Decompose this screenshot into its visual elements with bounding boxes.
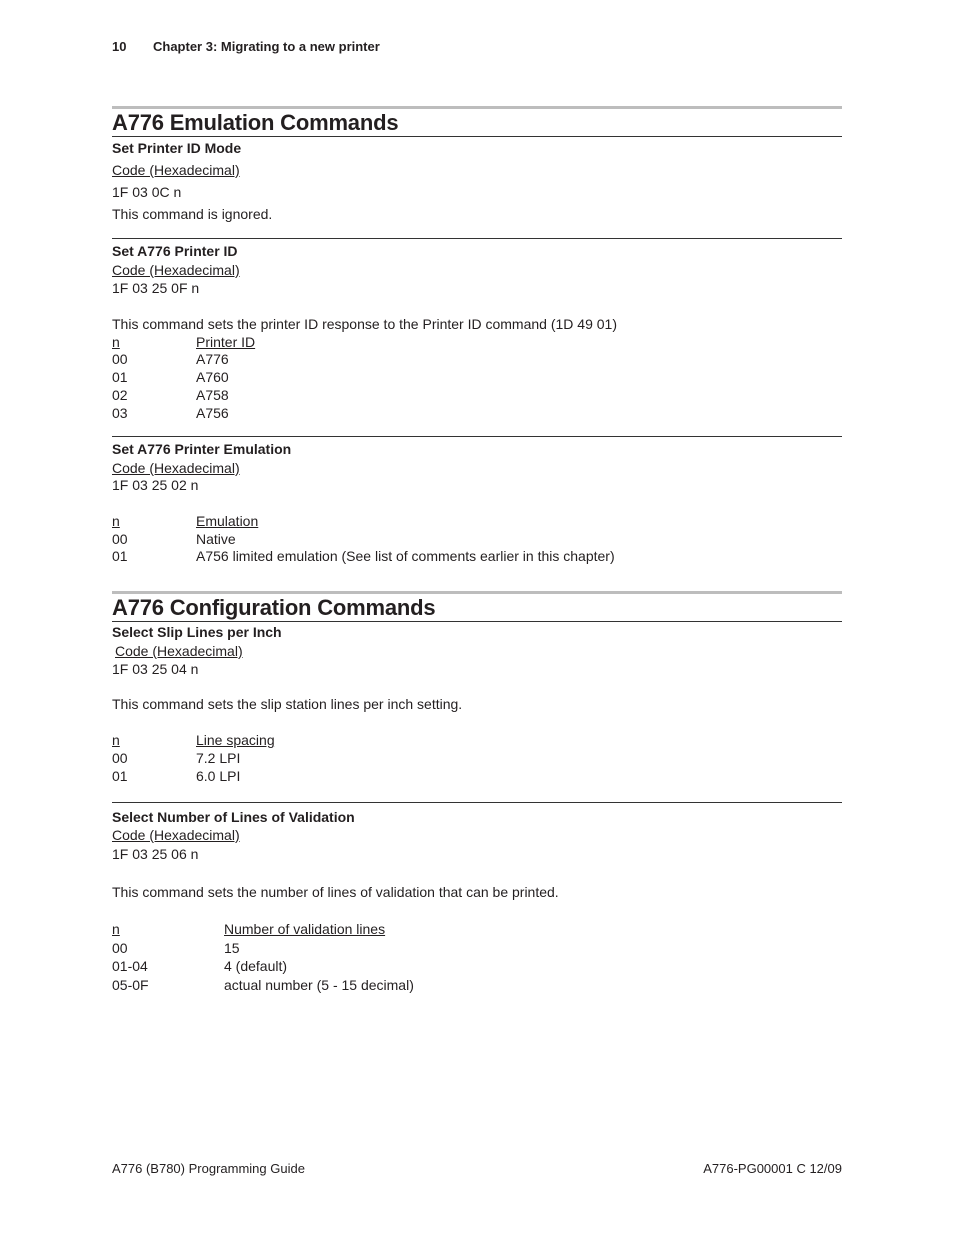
- command-name: Select Slip Lines per Inch: [112, 624, 282, 640]
- command-description: This command is ignored.: [112, 206, 273, 222]
- table-cell: 01: [112, 768, 128, 784]
- table-cell: 01: [112, 548, 128, 564]
- command-description: This command sets the printer ID response to the Printer ID command (1D 49 01): [112, 316, 617, 332]
- command-name: Set A776 Printer Emulation: [112, 441, 292, 457]
- chapter-title: Chapter 3: Migrating to a new printer: [153, 39, 380, 54]
- code-label: Code (Hexadecimal): [112, 460, 240, 476]
- running-header: [112, 39, 380, 54]
- table-header-value: Printer ID: [196, 334, 256, 350]
- table-header-n: n: [112, 921, 120, 937]
- table-cell: Native: [196, 531, 236, 547]
- table-cell: A756: [196, 405, 229, 421]
- code-value: 1F 03 25 0F n: [112, 280, 200, 296]
- code-label: Code (Hexadecimal): [115, 643, 243, 659]
- table-cell: 01-04: [112, 958, 148, 974]
- rule-divider: [112, 436, 842, 437]
- rule-divider: [112, 802, 842, 803]
- table-cell: A760: [196, 369, 229, 385]
- table-cell: actual number (5 - 15 decimal): [224, 977, 414, 993]
- table-cell: 00: [112, 750, 128, 766]
- table-cell: 03: [112, 405, 128, 421]
- rule-divider: [112, 238, 842, 239]
- command-name: Select Number of Lines of Validation: [112, 809, 355, 825]
- section-title: A776 Emulation Commands: [112, 110, 399, 135]
- command-name: Set A776 Printer ID: [112, 243, 238, 259]
- document-page: [112, 0, 842, 1235]
- footer-document-id: A776-PG00001 C 12/09: [703, 1161, 842, 1176]
- code-value: 1F 03 25 06 n: [112, 846, 199, 862]
- table-header-value: Line spacing: [196, 732, 275, 748]
- code-value: 1F 03 25 04 n: [112, 661, 199, 677]
- command-description: This command sets the number of lines of validation that can be printed.: [112, 884, 559, 900]
- table-cell: 00: [112, 351, 128, 367]
- table-header-n: n: [112, 513, 120, 529]
- table-header-n: n: [112, 334, 120, 350]
- table-cell: 7.2 LPI: [196, 750, 241, 766]
- section-emulation-commands: [112, 106, 842, 137]
- table-cell: 6.0 LPI: [196, 768, 241, 784]
- table-cell: 01: [112, 369, 128, 385]
- table-cell: 4 (default): [224, 958, 288, 974]
- section-configuration-commands: [112, 591, 842, 622]
- table-cell: 00: [112, 531, 128, 547]
- footer-guide-title: A776 (B780) Programming Guide: [112, 1161, 305, 1176]
- section-title: A776 Configuration Commands: [112, 595, 436, 620]
- code-label: Code (Hexadecimal): [112, 262, 240, 278]
- code-label: Code (Hexadecimal): [112, 827, 240, 843]
- table-cell: A776: [196, 351, 229, 367]
- table-cell: 02: [112, 387, 128, 403]
- table-cell: A758: [196, 387, 229, 403]
- table-cell: 05-0F: [112, 977, 149, 993]
- command-description: This command sets the slip station lines per inch setting.: [112, 696, 463, 712]
- table-cell: A756 limited emulation (See list of comments earlier in this chapter): [196, 548, 615, 564]
- table-header-n: n: [112, 732, 120, 748]
- table-header-value: Number of validation lines: [224, 921, 386, 937]
- table-header-value: Emulation: [196, 513, 259, 529]
- table-cell: 00: [112, 940, 128, 956]
- code-label: Code (Hexadecimal): [112, 162, 240, 178]
- page-number: 10: [112, 39, 127, 54]
- code-value: 1F 03 25 02 n: [112, 477, 199, 493]
- table-cell: 15: [224, 940, 240, 956]
- command-name: Set Printer ID Mode: [112, 140, 242, 156]
- code-value: 1F 03 0C n: [112, 184, 182, 200]
